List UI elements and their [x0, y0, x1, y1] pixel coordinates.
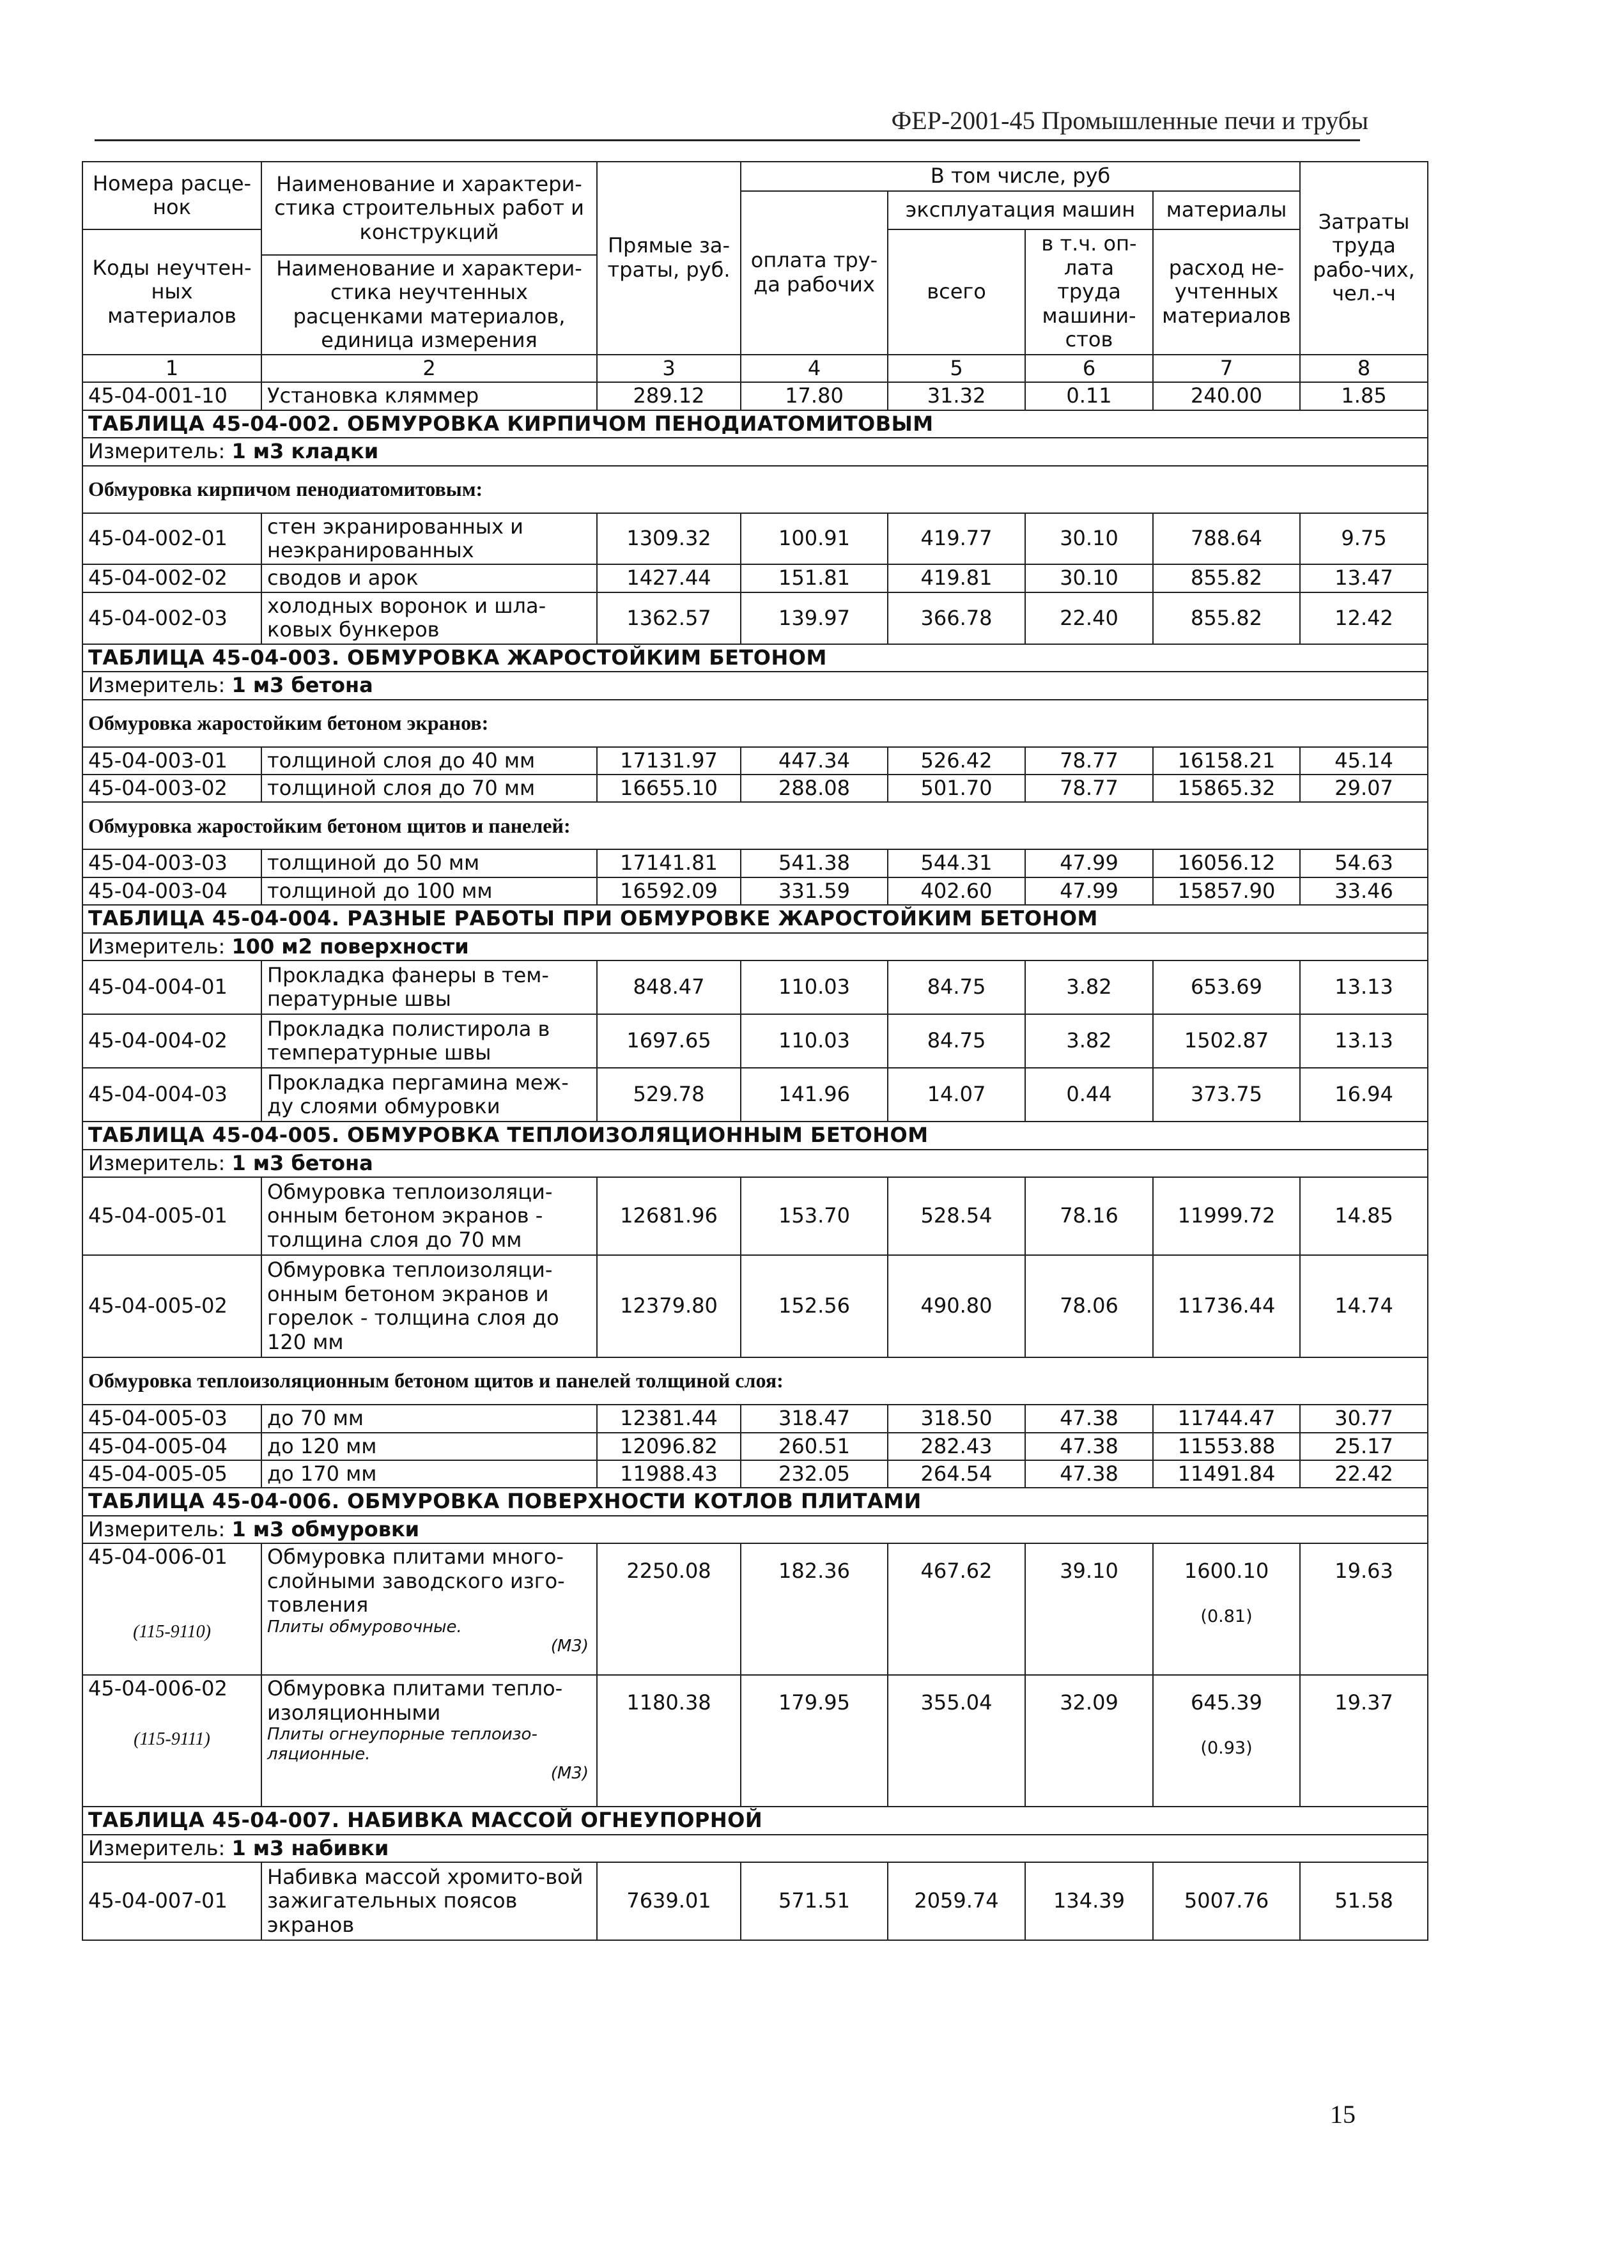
table-title: ТАБЛИЦА 45-04-002. ОБМУРОВКА КИРПИЧОМ ПЕНОДИАТОМИТОВЫМ — [82, 410, 1428, 438]
measure-cell — [82, 933, 1428, 960]
direct-cost: 289.12 — [597, 382, 741, 410]
machines-total: 84.75 — [888, 960, 1025, 1014]
materials-cost-value: 1600.10 — [1184, 1559, 1269, 1584]
page-number: 15 — [1330, 2100, 1356, 2129]
labor-hours: 14.74 — [1300, 1255, 1428, 1357]
measure-label: Измеритель: — [88, 673, 226, 698]
group-row — [82, 1357, 1428, 1405]
labor-hours: 45.14 — [1300, 747, 1428, 775]
machines-total: 366.78 — [888, 592, 1025, 644]
labor-hours: 22.42 — [1300, 1460, 1428, 1488]
machinist-pay-value: 32.09 — [1060, 1690, 1118, 1715]
material-name: Плиты огнеупорные теплоизо-ляционные. — [267, 1725, 537, 1764]
measure-label: Измеритель: — [88, 934, 226, 959]
col-number: 7 — [1153, 355, 1300, 382]
machinist-pay-value: 39.10 — [1060, 1559, 1118, 1584]
table-row — [82, 1014, 1428, 1068]
material-code: (115-9111) — [134, 1729, 210, 1749]
material-unit: (М3) — [550, 1636, 589, 1656]
measure-label: Измеритель: — [88, 1516, 226, 1541]
labor-hours: 14.85 — [1300, 1177, 1428, 1255]
rates-document — [82, 161, 1427, 1941]
labor-hours: 54.63 — [1300, 849, 1428, 877]
work-name: толщиной слоя до 70 мм — [261, 775, 597, 802]
table-title-row — [82, 644, 1428, 672]
rate-code: 45-04-003-02 — [82, 775, 261, 802]
group-heading: Обмуровка теплоизоляционным бетоном щитов и панелей толщиной слоя: — [82, 1357, 1428, 1405]
machines-total: 526.42 — [888, 747, 1025, 775]
work-name: Обмуровка теплоизоляци-онным бетоном экранов - толщина слоя до 70 мм — [261, 1177, 597, 1255]
rate-code — [82, 1675, 261, 1807]
machines-total: 419.81 — [888, 564, 1025, 592]
group-heading: Обмуровка жаростойким бетоном экранов: — [82, 700, 1428, 747]
labor-hours-value: 19.37 — [1334, 1690, 1393, 1715]
machinist-pay: 47.99 — [1025, 849, 1153, 877]
labor-hours: 13.47 — [1300, 564, 1428, 592]
col3-header: Прямые за-траты, руб. — [597, 162, 741, 355]
rate-code: 45-04-002-02 — [82, 564, 261, 592]
table-title-row — [82, 1488, 1428, 1515]
materials-cost: 15857.90 — [1153, 877, 1300, 905]
materials-cost: 11999.72 — [1153, 1177, 1300, 1255]
direct-cost: 1697.65 — [597, 1014, 741, 1068]
labor-pay: 153.70 — [741, 1177, 888, 1255]
rate-code-value: 45-04-006-01 — [88, 1545, 228, 1570]
measure-row — [82, 1835, 1428, 1862]
labor-hours: 12.42 — [1300, 592, 1428, 644]
machinist-pay: 47.99 — [1025, 877, 1153, 905]
work-name: холодных воронок и шла-ковых бункеров — [261, 592, 597, 644]
labor-hours — [1300, 1675, 1428, 1807]
col-number: 8 — [1300, 355, 1428, 382]
page-header-title: ФЕР-2001-45 Промышленные печи и трубы — [891, 106, 1368, 135]
group-row — [82, 802, 1428, 849]
table-row — [82, 775, 1428, 802]
direct-cost: 17141.81 — [597, 849, 741, 877]
machinist-pay: 78.16 — [1025, 1177, 1153, 1255]
machines-total: 318.50 — [888, 1405, 1025, 1432]
machines-total: 264.54 — [888, 1460, 1025, 1488]
material-quantity: (0.93) — [1200, 1738, 1253, 1758]
col-number: 2 — [261, 355, 597, 382]
machines-total: 282.43 — [888, 1433, 1025, 1460]
material-quantity: (0.81) — [1200, 1606, 1253, 1626]
table-row — [82, 1543, 1428, 1675]
labor-hours: 25.17 — [1300, 1433, 1428, 1460]
table-title-row — [82, 905, 1428, 932]
labor-pay: 288.08 — [741, 775, 888, 802]
measure-label: Измеритель: — [88, 439, 226, 464]
table-row — [82, 564, 1428, 592]
labor-hours: 9.75 — [1300, 513, 1428, 565]
labor-pay: 260.51 — [741, 1433, 888, 1460]
measure-value: 100 м2 поверхности — [231, 934, 469, 959]
work-name: до 120 мм — [261, 1433, 597, 1460]
work-name — [261, 1675, 597, 1807]
table-title: ТАБЛИЦА 45-04-004. РАЗНЫЕ РАБОТЫ ПРИ ОБМУРОВКЕ ЖАРОСТОЙКИМ БЕТОНОМ — [82, 905, 1428, 932]
machinist-pay: 0.44 — [1025, 1068, 1153, 1122]
rate-code: 45-04-005-01 — [82, 1177, 261, 1255]
labor-pay: 331.59 — [741, 877, 888, 905]
table-title: ТАБЛИЦА 45-04-007. НАБИВКА МАССОЙ ОГНЕУПОРНОЙ — [82, 1807, 1428, 1834]
machines-total: 84.75 — [888, 1014, 1025, 1068]
table-title: ТАБЛИЦА 45-04-006. ОБМУРОВКА ПОВЕРХНОСТИ КОТЛОВ ПЛИТАМИ — [82, 1488, 1428, 1515]
materials-cost: 788.64 — [1153, 513, 1300, 565]
direct-cost: 1309.32 — [597, 513, 741, 565]
labor-hours: 33.46 — [1300, 877, 1428, 905]
table-title-row — [82, 410, 1428, 438]
machinist-pay: 22.40 — [1025, 592, 1153, 644]
rate-code: 45-04-003-03 — [82, 849, 261, 877]
materials-cost: 855.82 — [1153, 564, 1300, 592]
table-title-row — [82, 1807, 1428, 1834]
materials-cost-value: 645.39 — [1191, 1690, 1262, 1715]
machines-total: 2059.74 — [888, 1862, 1025, 1940]
col2-bottom-header: Наименование и характери-стика неучтенных расценками материалов, единица измерения — [261, 255, 597, 355]
machinist-pay: 78.77 — [1025, 747, 1153, 775]
direct-cost: 16655.10 — [597, 775, 741, 802]
labor-pay: 447.34 — [741, 747, 888, 775]
work-name: толщиной до 50 мм — [261, 849, 597, 877]
work-name-value: Обмуровка плитами много-слойными заводского изго-товления — [267, 1545, 565, 1617]
rate-code — [82, 1543, 261, 1675]
material-name: Плиты обмуровочные. — [267, 1617, 462, 1637]
materials-cost: 16158.21 — [1153, 747, 1300, 775]
direct-cost-value: 2250.08 — [626, 1559, 711, 1584]
direct-cost: 1362.57 — [597, 592, 741, 644]
group-row — [82, 700, 1428, 747]
work-name: Прокладка фанеры в тем-пературные швы — [261, 960, 597, 1014]
group-heading: Обмуровка жаростойким бетоном щитов и панелей: — [82, 802, 1428, 849]
labor-pay-value: 179.95 — [778, 1690, 850, 1715]
measure-row — [82, 933, 1428, 960]
machinist-pay: 78.77 — [1025, 775, 1153, 802]
measure-cell — [82, 1516, 1428, 1543]
machinist-pay — [1025, 1675, 1153, 1807]
col-number: 1 — [82, 355, 261, 382]
materials-cost: 855.82 — [1153, 592, 1300, 644]
direct-cost — [597, 1543, 741, 1675]
rate-code-value: 45-04-006-02 — [88, 1676, 228, 1701]
work-name: Прокладка пергамина меж-ду слоями обмуровки — [261, 1068, 597, 1122]
materials-cost: 653.69 — [1153, 960, 1300, 1014]
column-numbers-row — [82, 355, 1428, 382]
materials-cost: 373.75 — [1153, 1068, 1300, 1122]
table-row — [82, 1433, 1428, 1460]
machines-total-value: 355.04 — [920, 1690, 993, 1715]
direct-cost: 12096.82 — [597, 1433, 741, 1460]
table-body — [82, 162, 1428, 1940]
table-row — [82, 1460, 1428, 1488]
col1-header: Номера расце-нок — [82, 162, 261, 229]
rate-code: 45-04-004-02 — [82, 1014, 261, 1068]
work-name: до 170 мм — [261, 1460, 597, 1488]
table-title-row — [82, 1122, 1428, 1149]
materials-cost: 11553.88 — [1153, 1433, 1300, 1460]
group-row — [82, 466, 1428, 513]
direct-cost-value: 1180.38 — [626, 1690, 711, 1715]
rate-code: 45-04-005-05 — [82, 1460, 261, 1488]
machinist-pay: 0.11 — [1025, 382, 1153, 410]
rate-code: 45-04-004-03 — [82, 1068, 261, 1122]
rate-code: 45-04-003-04 — [82, 877, 261, 905]
incl-header: В том числе, руб — [741, 162, 1300, 191]
materials-cost: 5007.76 — [1153, 1862, 1300, 1940]
work-name — [261, 1543, 597, 1675]
work-name: Набивка массой хромито-вой зажигательных поясов экранов — [261, 1862, 597, 1940]
direct-cost: 17131.97 — [597, 747, 741, 775]
table-row — [82, 877, 1428, 905]
machines-total: 544.31 — [888, 849, 1025, 877]
direct-cost: 12381.44 — [597, 1405, 741, 1432]
col6-header: в т.ч. оп-лата труда машини-стов — [1025, 229, 1153, 355]
measure-value: 1 м3 набивки — [231, 1835, 389, 1860]
table-row — [82, 960, 1428, 1014]
rate-code: 45-04-002-01 — [82, 513, 261, 565]
table-row — [82, 513, 1428, 565]
table-title: ТАБЛИЦА 45-04-003. ОБМУРОВКА ЖАРОСТОЙКИМ БЕТОНОМ — [82, 644, 1428, 672]
work-name: до 70 мм — [261, 1405, 597, 1432]
machinist-pay: 47.38 — [1025, 1405, 1153, 1432]
measure-cell — [82, 1150, 1428, 1177]
materials-cost: 11736.44 — [1153, 1255, 1300, 1357]
group-heading: Обмуровка кирпичом пенодиатомитовым: — [82, 466, 1428, 513]
work-name: Обмуровка теплоизоляци-онным бетоном экранов и горелок - толщина слоя до 120 мм — [261, 1255, 597, 1357]
table-row — [82, 1255, 1428, 1357]
labor-pay: 17.80 — [741, 382, 888, 410]
work-name: толщиной до 100 мм — [261, 877, 597, 905]
machinist-pay: 47.38 — [1025, 1433, 1153, 1460]
materials-cost: 240.00 — [1153, 382, 1300, 410]
labor-pay: 100.91 — [741, 513, 888, 565]
materials-cost: 11491.84 — [1153, 1460, 1300, 1488]
machinist-pay: 78.06 — [1025, 1255, 1153, 1357]
labor-pay: 152.56 — [741, 1255, 888, 1357]
labor-hours: 16.94 — [1300, 1068, 1428, 1122]
table-row — [82, 382, 1428, 410]
work-name: сводов и арок — [261, 564, 597, 592]
col8-header: Затраты труда рабо-чих, чел.-ч — [1300, 162, 1428, 355]
materials-cost — [1153, 1675, 1300, 1807]
rate-code: 45-04-007-01 — [82, 1862, 261, 1940]
direct-cost: 529.78 — [597, 1068, 741, 1122]
measure-value: 1 м3 обмуровки — [231, 1516, 420, 1541]
col-number: 5 — [888, 355, 1025, 382]
labor-pay: 232.05 — [741, 1460, 888, 1488]
table-title: ТАБЛИЦА 45-04-005. ОБМУРОВКА ТЕПЛОИЗОЛЯЦИОННЫМ БЕТОНОМ — [82, 1122, 1428, 1149]
col4-header: оплата тру-да рабочих — [741, 191, 888, 355]
col5-header: всего — [888, 229, 1025, 355]
labor-pay: 541.38 — [741, 849, 888, 877]
table-row — [82, 592, 1428, 644]
measure-row — [82, 672, 1428, 699]
material-unit: (М3) — [550, 1763, 589, 1783]
labor-hours: 13.13 — [1300, 1014, 1428, 1068]
measure-row — [82, 438, 1428, 465]
materials-header: материалы — [1153, 191, 1300, 229]
labor-pay: 139.97 — [741, 592, 888, 644]
material-code: (115-9110) — [133, 1621, 211, 1642]
rate-code: 45-04-005-02 — [82, 1255, 261, 1357]
labor-hours: 30.77 — [1300, 1405, 1428, 1432]
direct-cost: 12379.80 — [597, 1255, 741, 1357]
measure-value: 1 м3 бетона — [231, 673, 373, 698]
labor-hours: 29.07 — [1300, 775, 1428, 802]
labor-pay — [741, 1675, 888, 1807]
machines-total: 528.54 — [888, 1177, 1025, 1255]
col2-header: Наименование и характери-стика строительных работ и конструкций — [261, 162, 597, 255]
work-name: Установка кляммер — [261, 382, 597, 410]
measure-value: 1 м3 кладки — [231, 439, 379, 464]
rate-code: 45-04-005-04 — [82, 1433, 261, 1460]
direct-cost: 11988.43 — [597, 1460, 741, 1488]
machinist-pay — [1025, 1543, 1153, 1675]
machines-total: 14.07 — [888, 1068, 1025, 1122]
machines-total: 31.32 — [888, 382, 1025, 410]
direct-cost: 7639.01 — [597, 1862, 741, 1940]
machines-total: 402.60 — [888, 877, 1025, 905]
labor-pay: 318.47 — [741, 1405, 888, 1432]
table-row — [82, 747, 1428, 775]
machinist-pay: 134.39 — [1025, 1862, 1153, 1940]
measure-label: Измеритель: — [88, 1150, 226, 1175]
machinist-pay: 30.10 — [1025, 564, 1153, 592]
rate-code: 45-04-001-10 — [82, 382, 261, 410]
work-name: толщиной слоя до 40 мм — [261, 747, 597, 775]
col-number: 6 — [1025, 355, 1153, 382]
measure-row — [82, 1150, 1428, 1177]
labor-hours-value: 19.63 — [1334, 1559, 1393, 1584]
direct-cost: 12681.96 — [597, 1177, 741, 1255]
labor-pay — [741, 1543, 888, 1675]
measure-cell — [82, 672, 1428, 699]
labor-pay: 110.03 — [741, 1014, 888, 1068]
col-number: 4 — [741, 355, 888, 382]
labor-hours — [1300, 1543, 1428, 1675]
materials-cost: 16056.12 — [1153, 849, 1300, 877]
measure-label: Измеритель: — [88, 1835, 226, 1860]
header-rule — [95, 139, 1360, 141]
materials-cost — [1153, 1543, 1300, 1675]
table-row — [82, 1675, 1428, 1807]
direct-cost: 1427.44 — [597, 564, 741, 592]
rates-table — [82, 161, 1428, 1941]
labor-pay-value: 182.36 — [778, 1559, 850, 1584]
machines-total: 501.70 — [888, 775, 1025, 802]
labor-pay: 141.96 — [741, 1068, 888, 1122]
direct-cost: 16592.09 — [597, 877, 741, 905]
labor-pay: 151.81 — [741, 564, 888, 592]
table-row — [82, 1862, 1428, 1940]
materials-cost: 11744.47 — [1153, 1405, 1300, 1432]
machines-total: 490.80 — [888, 1255, 1025, 1357]
work-name-value: Обмуровка плитами тепло-изоляционными — [267, 1676, 563, 1725]
measure-value: 1 м3 бетона — [231, 1150, 373, 1175]
table-row — [82, 1068, 1428, 1122]
labor-hours: 51.58 — [1300, 1862, 1428, 1940]
machines-total: 419.77 — [888, 513, 1025, 565]
machines-total-value: 467.62 — [920, 1559, 993, 1584]
measure-row — [82, 1516, 1428, 1543]
rate-code: 45-04-002-03 — [82, 592, 261, 644]
table-row — [82, 1177, 1428, 1255]
col1-bottom-header: Коды неучтен-ных материалов — [82, 229, 261, 355]
measure-cell — [82, 438, 1428, 465]
machines-header: эксплуатация машин — [888, 191, 1153, 229]
measure-cell — [82, 1835, 1428, 1862]
machinist-pay: 30.10 — [1025, 513, 1153, 565]
machines-total — [888, 1675, 1025, 1807]
labor-hours: 1.85 — [1300, 382, 1428, 410]
col-number: 3 — [597, 355, 741, 382]
machinist-pay: 3.82 — [1025, 960, 1153, 1014]
machinist-pay: 3.82 — [1025, 1014, 1153, 1068]
direct-cost: 848.47 — [597, 960, 741, 1014]
machinist-pay: 47.38 — [1025, 1460, 1153, 1488]
table-row — [82, 1405, 1428, 1432]
rate-code: 45-04-005-03 — [82, 1405, 261, 1432]
col7-header: расход не-учтенных материалов — [1153, 229, 1300, 355]
labor-hours: 13.13 — [1300, 960, 1428, 1014]
work-name: Прокладка полистирола в температурные швы — [261, 1014, 597, 1068]
table-row — [82, 849, 1428, 877]
rate-code: 45-04-004-01 — [82, 960, 261, 1014]
direct-cost — [597, 1675, 741, 1807]
labor-pay: 110.03 — [741, 960, 888, 1014]
rate-code: 45-04-003-01 — [82, 747, 261, 775]
materials-cost: 1502.87 — [1153, 1014, 1300, 1068]
materials-cost: 15865.32 — [1153, 775, 1300, 802]
machines-total — [888, 1543, 1025, 1675]
work-name: стен экранированных и неэкранированных — [261, 513, 597, 565]
labor-pay: 571.51 — [741, 1862, 888, 1940]
